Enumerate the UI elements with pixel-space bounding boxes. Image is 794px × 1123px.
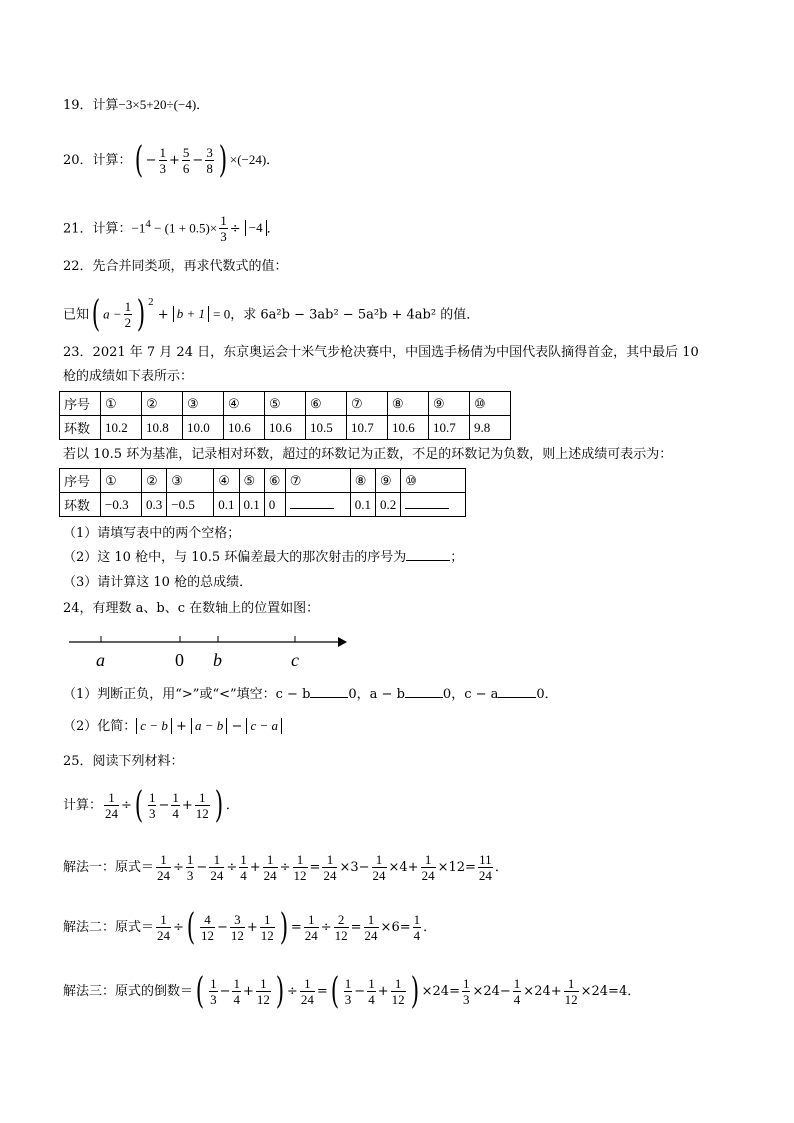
table1-row1-cell-1: ① (101, 392, 142, 416)
blank-a-minus-b[interactable] (405, 697, 443, 698)
label-a: a (96, 650, 105, 670)
q22-known: 已知 (63, 307, 90, 323)
table1-row2-cell-7: 10.7 (347, 416, 388, 440)
table1-row2-cell-2: 10.8 (142, 416, 183, 440)
question-23-intro2: 枪的成绩如下表所示： (63, 369, 194, 384)
table1-row1-cell-10: ⑩ (470, 392, 511, 416)
table1-row2-cell-6: 10.5 (306, 416, 347, 440)
q19-label: 19．计算 (63, 98, 119, 113)
score-table (59, 391, 511, 440)
q24-p2-label: （2）化简： (63, 719, 137, 734)
table1-row1-cell-5: ⑤ (265, 392, 306, 416)
question-20: 20．计算：( − $\frac{1}{3}$ + $\frac{5}{6}$ − $\frac{3}{8}$ ) ×(−24)． (63, 139, 280, 181)
q20-label: 20．计算： (63, 153, 132, 168)
method-3-label: 解法三：原式的倒数＝ (63, 984, 194, 999)
q21-pre: −1 (131, 220, 146, 236)
q20-frac3-den: 8 (206, 161, 213, 176)
table1-row1-cell-9: ⑨ (429, 392, 470, 416)
question-24-title: 24，有理数 a、b、c 在数轴上的位置如图： (63, 601, 320, 616)
q21-frac-den: 3 (220, 229, 227, 245)
table2-row1-cell-9: ⑨ (376, 469, 401, 493)
q21-mid: − (1 + 0.5)× (150, 220, 218, 236)
question-19 (63, 96, 209, 115)
table1-row2-cell-3: 10.0 (183, 416, 224, 440)
number-line (63, 630, 353, 675)
table2-row1-cell-1: ① (101, 469, 142, 493)
answer-blank[interactable] (405, 508, 449, 509)
question-24-part1 (63, 686, 558, 704)
table2-row2-cell-5: 0.1 (239, 493, 264, 517)
table2-row2-cell-0: 环数 (60, 493, 101, 517)
label-c: c (291, 650, 299, 670)
table1-row1-cell-2: ② (142, 392, 183, 416)
q21-frac-num: 1 (220, 213, 227, 229)
question-22-condition: 已知( a − $\frac{1}{2}$ ) $^2$ + b + 1 = 0，求 6a²b − 3ab² − 5a²b + 4ab² 的值． (63, 293, 480, 335)
q23-p2-text: （2）这 10 枪中，与 10.5 环偏差最大的那次射击的序号为 (63, 550, 407, 565)
method-2-label: 解法二：原式＝ (63, 920, 155, 935)
table1-row2-cell-10: 9.8 (470, 416, 511, 440)
table2-row1-cell-3: ③ (167, 469, 214, 493)
abs-c-minus-b: c − b (136, 718, 172, 734)
label-zero: 0 (175, 650, 184, 670)
q20-frac2-num: 5 (182, 145, 190, 160)
table2-row1-cell-2: ② (142, 469, 167, 493)
table2-row1-cell-4: ④ (214, 469, 239, 493)
q21-end: ． (266, 221, 280, 237)
q25-calc-label: 计算： (63, 798, 103, 813)
table1-row2-cell-9: 10.7 (429, 416, 470, 440)
q24-p1-d: 0． (536, 687, 558, 702)
table2-row2-cell-2: 0.3 (142, 493, 167, 517)
q22-eq: = 0 (213, 306, 231, 322)
table2-row2-cell-3: −0.5 (167, 493, 214, 517)
q24-p1-b: 0，a − b (348, 687, 405, 702)
table2-row1-cell-0: 序号 (60, 469, 101, 493)
table1-row2-cell-5: 10.6 (265, 416, 306, 440)
q19-expression: −3×5+20÷(−4) (118, 97, 197, 112)
question-24-part2 (63, 718, 282, 736)
method-3: 解法三：原式的倒数＝( $\frac{1}{3}$ − $\frac{1}{4}$ + $\frac{1}{12}$ ) ÷ $\frac{1}{24}$ =( $\frac{1}{3}$ − $\frac{1}{4}$ + $\frac{1}{12}$ ) ×24= $\frac{1}{3}$ ×24− $\frac{1}{4}$ ×24+ $\frac{1}{12}$ ×24=4． (63, 970, 641, 1012)
question-25-calc: 计算： $\frac{1}{24}$ ÷( $\frac{1}{3}$ − $\frac{1}{4}$ + $\frac{1}{12}$ ) ． (63, 784, 239, 826)
method-2: 解法二：原式＝ $\frac{1}{24}$ ÷( $\frac{4}{12}$ − $\frac{3}{12}$ + $\frac{1}{12}$ ) = $\frac{1}{24}$ ÷ $\frac{2}{12}$ = $\frac{1}{24}$ ×6= $\frac{1}{4}$ ． (63, 906, 437, 948)
table2-row1-cell-10: ⑩ (401, 469, 466, 493)
table1-row2-cell-4: 10.6 (224, 416, 265, 440)
table1-row1-cell-4: ④ (224, 392, 265, 416)
q23-p2-end: ； (450, 550, 464, 565)
q24-minus: − (231, 719, 243, 734)
table1-row2-cell-8: 10.6 (388, 416, 429, 440)
question-23-intro1: 23．2021 年 7 月 24 日，东京奥运会十米气步枪决赛中，中国选手杨倩为中国代表队摘得首金，其中最后 10 (63, 345, 699, 360)
question-22-title: 22．先合并同类项，再求代数式的值： (63, 259, 288, 274)
q24-p1-c: 0，c − a (442, 687, 499, 702)
q22-ask: ，求 6a²b − 3ab² − 5a²b + 4ab² 的值． (230, 307, 480, 323)
method-1-label: 解法一：原式＝ (63, 860, 155, 875)
question-25-title: 25．阅读下列材料： (63, 754, 184, 769)
table2-row2-cell-8: 0.1 (350, 493, 375, 517)
q21-abs: −4 (245, 220, 267, 236)
question-23-part3: （3）请计算这 10 枪的总成绩． (63, 575, 253, 590)
table2-row1-cell-7: ⑦ (285, 469, 350, 493)
label-b: b (213, 650, 222, 670)
table1-row1-cell-7: ⑦ (347, 392, 388, 416)
question-21 (63, 206, 280, 247)
q22-plus: + (157, 307, 169, 323)
axis-arrow (338, 637, 347, 647)
question-23-part2 (63, 549, 463, 567)
abs-a-minus-b: a − b (191, 718, 227, 734)
answer-blank[interactable] (406, 560, 450, 561)
table2-row2-cell-9: 0.2 (376, 493, 401, 517)
table2-row1-cell-8: ⑧ (350, 469, 375, 493)
table2-row2-cell-4: 0.1 (214, 493, 239, 517)
q20-frac1-den: 3 (159, 161, 166, 176)
blank-c-minus-b[interactable] (310, 697, 348, 698)
q21-label: 21．计算： (63, 221, 132, 237)
answer-blank[interactable] (290, 508, 334, 509)
table1-row2-cell-0: 环数 (60, 416, 101, 440)
table1-row2-cell-1: 10.2 (101, 416, 142, 440)
table2-row1-cell-5: ⑤ (239, 469, 264, 493)
q22-square: 2 (148, 296, 154, 308)
table1-row1-cell-3: ③ (183, 392, 224, 416)
question-23-part1: （1）请填写表中的两个空格； (63, 526, 241, 541)
q20-frac3-num: 3 (206, 145, 213, 160)
q21-div: ÷ (229, 221, 241, 237)
table2-row2-cell-6: 0 (264, 493, 285, 517)
method-1: 解法一：原式＝ $\frac{1}{24}$ ÷ $\frac{1}{3}$ − $\frac{1}{24}$ ÷ $\frac{1}{4}$ + $\frac{1}{24}$ ÷ $\frac{1}{12}$ = $\frac{1}{24}$ ×3− $\frac{1}{24}$ ×4+ $\frac{1}{24}$ ×12= $\frac{11}{24}$ ． (63, 852, 508, 883)
q20-frac1-num: 1 (159, 145, 166, 160)
table2-row2-cell-10[interactable] (401, 493, 466, 517)
table2-row1-cell-6: ⑥ (264, 469, 285, 493)
table1-row1-cell-0: 序号 (60, 392, 101, 416)
table1-row1-cell-8: ⑧ (388, 392, 429, 416)
q22-a: a − (103, 306, 122, 322)
q21-sup: 4 (145, 218, 151, 230)
q22-abs-b: b + 1 (173, 306, 209, 322)
q22-frac-den: 2 (124, 315, 132, 331)
blank-c-minus-a[interactable] (498, 697, 536, 698)
q20-tail: ×(−24)． (229, 152, 280, 167)
q20-frac2-den: 6 (182, 161, 190, 176)
relative-score-table (59, 468, 466, 517)
q22-frac-num: 1 (124, 299, 132, 315)
table1-row1-cell-6: ⑥ (306, 392, 347, 416)
abs-c-minus-a: c − a (246, 718, 282, 734)
table2-row2-cell-7[interactable] (285, 493, 350, 517)
q24-p1-a: （1）判断正负，用“>”或“<”填空：c − b (63, 687, 311, 702)
q24-plus: + (175, 719, 187, 734)
question-23-between: 若以 10.5 环为基准，记录相对环数，超过的环数记为正数，不足的环数记为负数，则上述成绩可表示为： (63, 447, 673, 462)
q19-end: ． (196, 98, 210, 113)
table2-row2-cell-1: −0.3 (101, 493, 142, 517)
